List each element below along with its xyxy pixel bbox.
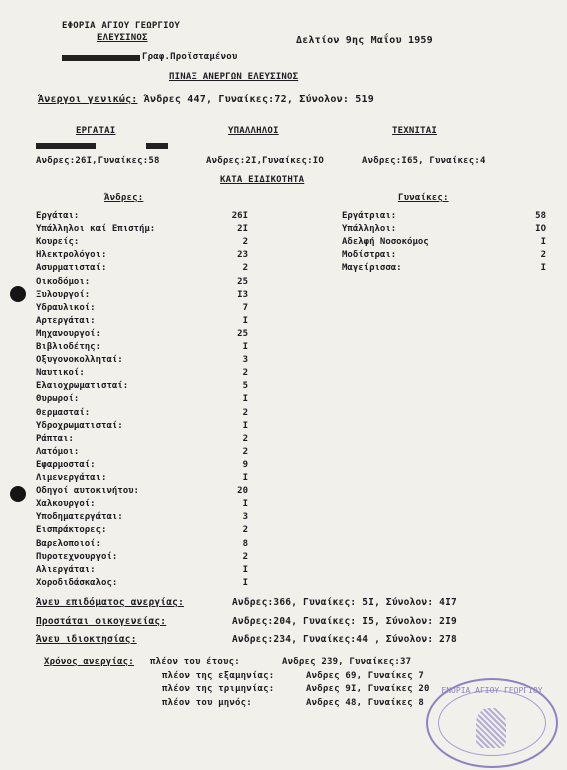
summary-values: Ανδρες:234, Γυναίκες:44 , Σύνολον: 278 xyxy=(232,634,457,645)
duration-values: Ανδρες 48, Γυναίκες 8 xyxy=(306,697,424,708)
row-label: Λιμενεργάται: xyxy=(36,473,107,483)
row-label: Υδροχρωματισταί: xyxy=(36,420,123,431)
men-specialty-row xyxy=(36,303,248,314)
row-label: Οξυγονοκολληταί: xyxy=(36,355,123,366)
summary-label: Προστάται οικογενείας: xyxy=(36,616,167,627)
row-value: 5 xyxy=(242,381,248,392)
row-label: Οικοδόμοι: xyxy=(36,276,91,287)
office-name: ΕΦΟΡΙΑ ΑΓΙΟΥ ΓΕΩΡΓΙΟΥ xyxy=(62,21,180,31)
table-title: ΠΙΝΑΞ ΑΝΕΡΓΩΝ ΕΛΕΥΣΙΝΟΣ xyxy=(169,72,299,82)
men-specialty-row xyxy=(36,342,248,353)
workers-values: Ανδρες:26Ι,Γυναίκες:58 xyxy=(36,156,160,166)
general-values: Άνδρες 447, Γυναίκες:72, Σύνολον: 519 xyxy=(143,94,374,105)
city-name: ΕΛΕΥΣΙΝΟΣ xyxy=(97,33,148,43)
row-value: Ι3 xyxy=(237,289,248,300)
row-value: 2 xyxy=(242,263,248,274)
row-value: Ι xyxy=(540,237,546,248)
specialty-title: ΚΑΤΑ ΕΙΔΙΚΟΤΗΤΑ xyxy=(220,175,305,185)
men-specialty-row xyxy=(36,329,248,340)
row-label: Θυρωροί: xyxy=(36,394,80,405)
women-specialty-row xyxy=(342,250,546,261)
row-value: Ι xyxy=(242,577,248,588)
saint-figure-icon xyxy=(476,708,506,748)
summary-label: Άνευ ιδιοκτησίας: xyxy=(36,634,137,645)
men-specialty-row xyxy=(36,394,248,405)
summary-values: Ανδρες:204, Γυναίκες: Ι5, Σύνολον: 2Ι9 xyxy=(232,616,457,627)
row-value: 2Ι xyxy=(237,224,248,235)
men-specialty-row xyxy=(36,355,248,366)
row-value: 20 xyxy=(237,486,248,497)
duration-values: Ανδρες 9Ι, Γυναίκες 20 xyxy=(306,684,430,694)
men-specialty-row xyxy=(36,473,248,484)
men-specialty-row xyxy=(36,224,248,235)
row-value: 2 xyxy=(242,525,248,536)
men-specialty-row xyxy=(36,512,248,523)
row-value: 9 xyxy=(242,459,248,470)
row-label: Βαρελοποιοί: xyxy=(36,538,102,549)
general-label: Άνεργοι γενικώς: xyxy=(38,94,138,105)
summary-label: Άνευ επιδόματος ανεργίας: xyxy=(36,597,184,608)
duration-period: πλέον του έτους: xyxy=(150,657,240,667)
men-specialty-row xyxy=(36,434,248,445)
row-label: Βιβλιοδέτης: xyxy=(36,342,102,352)
row-value: ΙΟ xyxy=(535,224,546,235)
row-label: Κουρείς: xyxy=(36,237,80,248)
row-value: 8 xyxy=(242,538,248,549)
row-value: Ι xyxy=(242,394,248,405)
duration-period: πλέον της εξαμηνίας: xyxy=(162,670,275,681)
women-specialty-row xyxy=(342,263,546,274)
punch-hole xyxy=(10,286,26,302)
row-label: Εισπράκτορες: xyxy=(36,525,107,536)
document-date: Δελτίον 9ης Μαΐου 1959 xyxy=(296,35,433,46)
attention-line: Γραφ.Προϊσταμένου xyxy=(142,52,238,62)
women-heading: Γυναίκες: xyxy=(398,193,449,203)
row-value: 2 xyxy=(242,433,248,444)
row-label: Μοδίστραι: xyxy=(342,250,397,261)
row-label: Υπάλληλοι καί Επιστήμ: xyxy=(36,224,156,235)
duration-values: Ανδρες 69, Γυναίκες 7 xyxy=(306,670,424,681)
men-specialty-row xyxy=(36,381,248,392)
men-specialty-row xyxy=(36,539,248,550)
men-specialty-row xyxy=(36,368,248,379)
men-specialty-row xyxy=(36,499,248,510)
men-specialty-row xyxy=(36,421,248,432)
row-label: Υδραυλικοί: xyxy=(36,302,96,313)
men-specialty-row xyxy=(36,447,248,458)
row-value: 23 xyxy=(237,250,248,261)
employees-heading: ΥΠΑΛΛΗΛΟΙ xyxy=(228,126,279,136)
men-specialty-row xyxy=(36,263,248,274)
row-label: Ασυρματισταί: xyxy=(36,263,107,274)
struck-out-text xyxy=(146,143,168,149)
row-label: Εργάται: xyxy=(36,211,80,221)
row-value: Ι xyxy=(242,342,248,352)
row-label: Ράπται: xyxy=(36,433,74,444)
row-label: Αρτεργάται: xyxy=(36,315,96,326)
summary-values: Ανδρες:366, Γυναίκες: 5Ι, Σύνολον: 4Ι7 xyxy=(232,597,457,608)
row-value: 25 xyxy=(237,328,248,339)
row-label: Μηχανουργοί: xyxy=(36,328,102,339)
men-specialty-row xyxy=(36,316,248,327)
row-value: Ι xyxy=(540,263,546,274)
row-value: 2 xyxy=(540,250,546,261)
punch-hole xyxy=(10,486,26,502)
row-label: Μαγείρισσα: xyxy=(342,263,402,274)
women-specialty-row xyxy=(342,211,546,222)
duration-label: Χρόνος ανεργίας: xyxy=(44,657,134,667)
row-value: 58 xyxy=(535,211,546,221)
row-label: Υποδηματεργάται: xyxy=(36,512,123,523)
row-label: Ηλεκτρολόγοι: xyxy=(36,250,107,261)
men-specialty-row xyxy=(36,486,248,497)
row-label: Αδελφή Νοσοκόμος xyxy=(342,237,429,248)
row-value: 25 xyxy=(237,276,248,287)
struck-out-text xyxy=(62,55,140,61)
struck-out-text xyxy=(36,143,96,149)
men-specialty-row xyxy=(36,237,248,248)
row-value: 2 xyxy=(242,368,248,379)
men-specialty-row xyxy=(36,525,248,536)
women-specialty-row xyxy=(342,224,546,235)
men-specialty-row xyxy=(36,211,248,222)
row-value: Ι xyxy=(242,499,248,510)
row-label: Χοροδιδάσκαλος: xyxy=(36,577,118,588)
men-specialty-row xyxy=(36,277,248,288)
men-specialty-row xyxy=(36,250,248,261)
employees-values: Ανδρες:2Ι,Γυναίκες:ΙΟ xyxy=(206,156,324,166)
row-value: 2 xyxy=(242,446,248,457)
row-label: Χαλκουργοί: xyxy=(36,499,96,510)
row-label: Λατόμοι: xyxy=(36,446,80,457)
duration-period: πλέον της τριμηνίας: xyxy=(162,684,275,694)
row-label: Οδηγοί αυτοκινήτου: xyxy=(36,486,139,497)
row-label: Εργάτριαι: xyxy=(342,211,397,221)
row-value: 2 xyxy=(242,551,248,562)
row-label: Ναυτικοί: xyxy=(36,368,85,379)
parish-stamp xyxy=(426,678,558,768)
men-specialty-row xyxy=(36,408,248,419)
technicians-values: Ανδρες:Ι65, Γυναίκες:4 xyxy=(362,156,486,166)
row-value: 3 xyxy=(242,355,248,366)
row-label: Θερμασταί: xyxy=(36,407,91,418)
duration-values: Ανδρες 239, Γυναίκες:37 xyxy=(282,657,412,667)
row-value: 7 xyxy=(242,302,248,313)
general-row xyxy=(38,94,374,105)
men-specialty-row xyxy=(36,290,248,301)
row-value: Ι xyxy=(242,420,248,431)
row-label: Ελαιοχρωματισταί: xyxy=(36,381,129,392)
workers-heading: ΕΡΓΑΤΑΙ xyxy=(76,126,116,136)
row-label: Υπάλληλοι: xyxy=(342,224,397,235)
row-value: Ι xyxy=(242,315,248,326)
men-specialty-row xyxy=(36,552,248,563)
technicians-heading: ΤΕΧΝΙΤΑΙ xyxy=(392,126,437,136)
row-label: Αλιεργάται: xyxy=(36,564,96,575)
row-value: 26Ι xyxy=(231,211,248,221)
men-specialty-row xyxy=(36,460,248,471)
women-specialty-row xyxy=(342,237,546,248)
men-specialty-row xyxy=(36,565,248,576)
duration-period: πλέον του μηνός: xyxy=(162,697,252,708)
row-value: Ι xyxy=(242,473,248,483)
row-value: Ι xyxy=(242,564,248,575)
stamp-text: ΕΝΟΡΙΑ ΑΓΙΟΥ ΓΕΩΡΓΙΟΥ xyxy=(441,686,543,695)
row-value: 3 xyxy=(242,512,248,523)
men-specialty-row xyxy=(36,578,248,589)
row-label: Εφαρμοσταί: xyxy=(36,459,96,470)
row-value: 2 xyxy=(242,407,248,418)
men-heading: Άνδρες: xyxy=(104,193,144,203)
row-label: Ξυλουργοί: xyxy=(36,289,91,300)
row-value: 2 xyxy=(242,237,248,248)
row-label: Πυροτεχνουργοί: xyxy=(36,551,118,562)
